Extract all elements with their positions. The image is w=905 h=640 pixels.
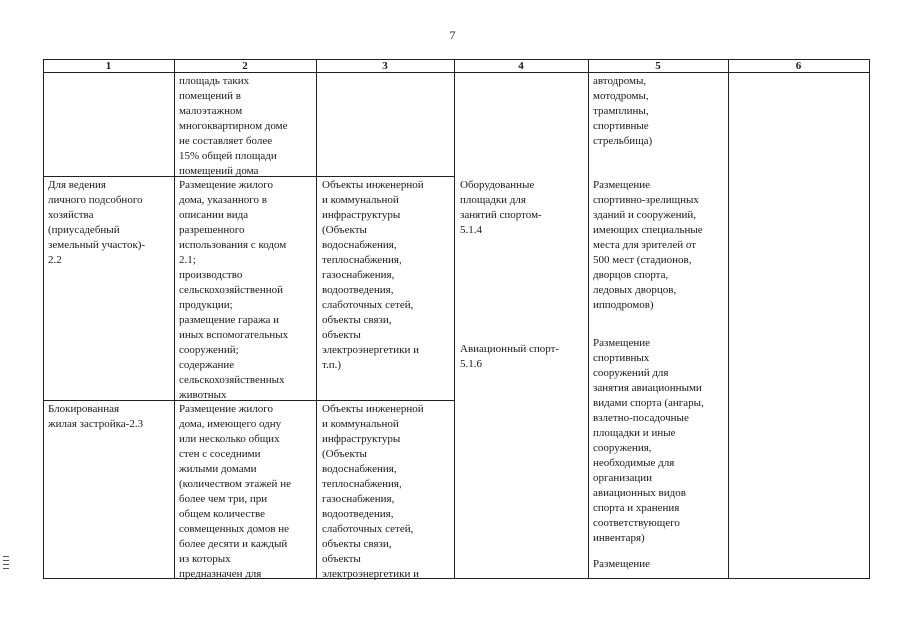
table-border-right [869, 59, 870, 579]
column-divider [728, 59, 729, 579]
table-border-left [43, 59, 44, 579]
column-header-2: 2 [242, 60, 248, 72]
column-header-1: 1 [105, 60, 112, 72]
next-item-text: Размещение [593, 558, 651, 570]
table-border-bottom [43, 578, 869, 579]
blocked-housing-infrastructure: Объекты инженерной и коммунальной инфраструктуры (Объекты водоснабжения, теплоснабжения, газоснабжения, водоотведения, слаботочных сетей, объекты связи, объекты электроэнергетики и [322, 403, 424, 580]
scan-edge-marks [3, 556, 9, 572]
spectator-facilities-text: Размещение спортивно-зрелищных зданий и сооружений, имеющих специальные места для зрителей от 500 мест (стадионов, дворцов спорта, ледовых дворцов, ипподромов) [593, 179, 703, 311]
column-divider [454, 59, 455, 579]
continued-sport-facilities: автодромы, мотодромы, трамплины, спортивные стрельбища) [593, 75, 653, 147]
column-header-5: 5 [655, 60, 661, 72]
private-plot-infrastructure: Объекты инженерной и коммунальной инфраструктуры (Объекты водоснабжения, теплоснабжения, газоснабжения, водоотведения, слаботочных сетей, объекты связи, объекты электроэнергетики и т.п.) [322, 179, 424, 371]
page-number: 7 [449, 28, 456, 42]
blocked-housing-description: Размещение жилого дома, имеющего одну или несколько общих стен с соседними жилыми домами (количеством этажей не более чем три, при общем количестве совмещенных домов не более десяти и каждый из которых предназначен для [179, 403, 291, 580]
aviation-sport-item: Авиационный спорт- 5.1.6 [460, 343, 560, 370]
column-divider [174, 59, 175, 579]
continued-description: площадь таких помещений в малоэтажном многоквартирном доме не составляет более 15% общей площади помещений дома [179, 75, 288, 177]
column-divider [316, 59, 317, 579]
land-use-private-plot: Для ведения личного подсобного хозяйства (приусадебный земельный участок)- 2.2 [48, 179, 146, 266]
column-divider [588, 59, 589, 579]
land-use-table [43, 59, 869, 579]
land-use-blocked-housing: Блокированная жилая застройка-2.3 [48, 403, 144, 430]
sport-grounds-item: Оборудованные площадки для занятий спортом- 5.1.4 [460, 179, 542, 236]
column-header-4: 4 [518, 60, 524, 72]
aviation-facilities-text: Размещение спортивных сооружений для занятия авиационными видами спорта (ангары, взлетно-посадочные площадки и иные сооружения, необходимые для организации авиационных видов спорта и хранения соответствующего инвентаря) [593, 337, 704, 544]
column-header-3: 3 [382, 60, 388, 72]
column-header-6: 6 [795, 60, 802, 72]
private-plot-description: Размещение жилого дома, указанного в описании вида разрешенного использования с кодом 2.1; производство сельскохозяйственной продукции; размещение гаража и иных вспомогательных сооружений; содержание сельскохозяйственных животных [179, 179, 289, 401]
